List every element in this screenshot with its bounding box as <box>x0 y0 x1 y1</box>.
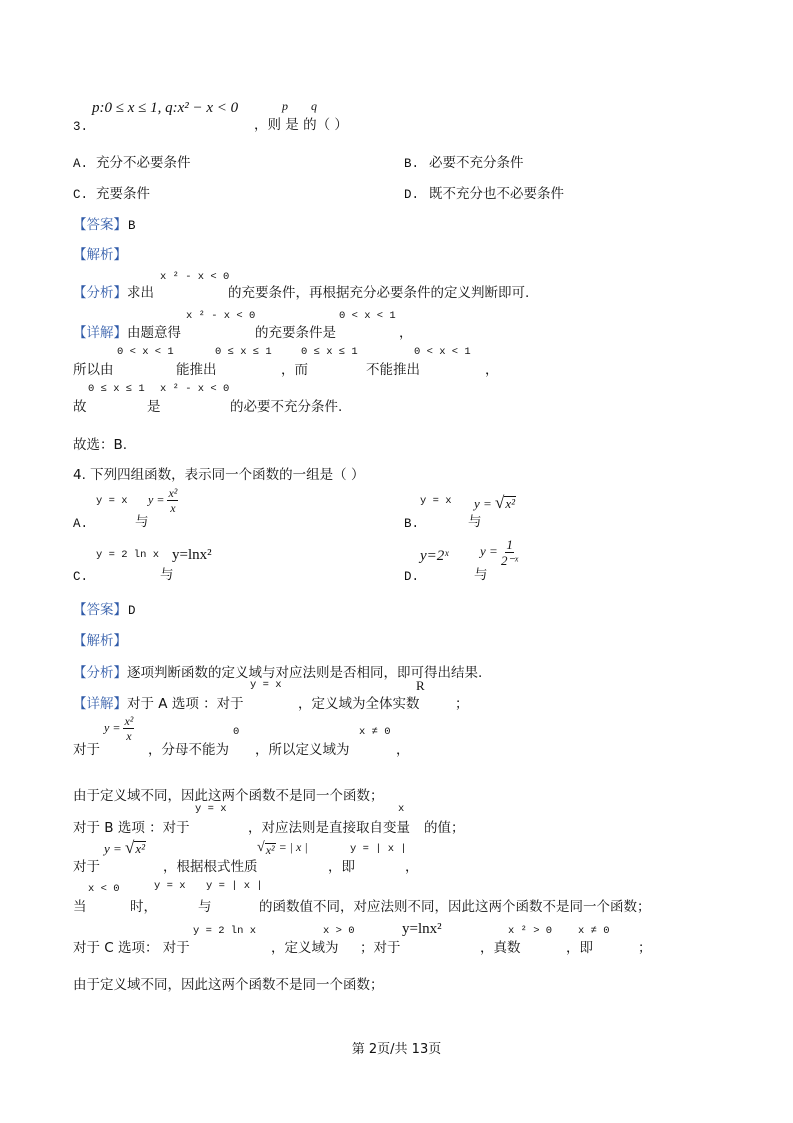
q3-xj2-a: 所以由 <box>73 362 114 378</box>
q4-fenxi-tag: 【分析】 <box>73 665 127 681</box>
q4-option-c-key: C. <box>73 570 89 584</box>
q4-b1-math-x: x <box>398 803 405 815</box>
q4-a2-math-yfrac: y = $\frac{\text{x²}}{x}$ <box>104 714 134 743</box>
q3-option-c-key: C. <box>73 188 89 202</box>
q4-answer-tag: 【答案】 <box>73 602 127 618</box>
q4-a1-a: 对于 A 选项 ：对于 <box>127 696 244 712</box>
q3-option-d-text: 既不充分也不必要条件 <box>429 186 564 202</box>
q4-d-math-y2x: y=2ˣ <box>420 548 449 564</box>
q3-option-c-text: 充要条件 <box>96 186 150 202</box>
q4-b3-math-xlt0: x < 0 <box>88 883 120 895</box>
q4-b2-math-yabsx: y = | x | <box>350 843 407 855</box>
q4-a3: 由于定义域不同，因此这两个函数不是同一个函数； <box>73 788 384 804</box>
q3-math-0x1-b: 0 < x < 1 <box>117 346 174 358</box>
q4-c1-math-x2gt0: x ² > 0 <box>508 925 553 937</box>
q4-c1-e: ，即 <box>566 940 593 956</box>
q4-d-frac-den: 2⁻ˣ <box>501 553 519 568</box>
q3-fenxi-a: 求出 <box>127 285 154 301</box>
q3-q-symbol: q <box>311 99 317 113</box>
q4-a-frac-num: x² <box>168 486 178 500</box>
q3-math-0x1-a: 0 < x < 1 <box>339 310 396 322</box>
q3-math-0lex1-c: 0 ≤ x ≤ 1 <box>88 383 145 395</box>
q4-b2-c: ，即 <box>328 859 355 875</box>
q3-xj1-c: ， <box>399 325 413 341</box>
q4-fenxi: 逐项判断函数的定义域与对应法则是否相同，即可得出结果. <box>127 665 483 681</box>
q4-stem: 4. 下列四组函数，表示同一个函数的一组是（ ） <box>73 467 365 483</box>
q3-xj1-b: 的充要条件是 <box>255 325 336 341</box>
q4-answer: D <box>128 604 136 618</box>
q4-a2-a: 对于 <box>73 742 100 758</box>
q4-c1-c: ；对于 <box>360 940 401 956</box>
q4-b-math-yx: y = x <box>420 495 452 507</box>
q3-xj3-b: 是 <box>147 399 161 415</box>
q3-fenxi-tag: 【分析】 <box>73 285 127 301</box>
q4-xiangjie-tag: 【详解】 <box>73 696 127 712</box>
q4-b2-a: 对于 <box>73 859 100 875</box>
q3-math-xsq-1: x ² - x < 0 <box>160 271 230 283</box>
q4-b2-d: ， <box>405 859 419 875</box>
q4-a-math-yfrac: y = $\frac{\text{x²}}{x}$ <box>148 486 178 515</box>
q3-fenxi-b: 的充要条件，再根据充分必要条件的定义判断即可. <box>228 285 530 301</box>
q3-condition-formula: p:0 ≤ x ≤ 1, q:x² − x < 0 <box>92 100 239 116</box>
q4-c-yu: 与 <box>160 567 174 583</box>
q3-xiangjie-tag: 【详解】 <box>73 325 127 341</box>
q4-c2: 由于定义域不同，因此这两个函数不是同一个函数； <box>73 977 384 993</box>
q3-math-0lex1-b: 0 ≤ x ≤ 1 <box>301 346 358 358</box>
q4-option-a-key: A. <box>73 517 89 531</box>
q3-analysis-tag: 【解析】 <box>73 247 127 263</box>
q4-b3-b: 时， <box>130 899 157 915</box>
q3-answer: B <box>128 219 136 233</box>
q4-a1-math-R: R <box>416 678 425 693</box>
q4-b3-d: 的函数值不同，对应法则不同，因此这两个函数不是同一个函数； <box>259 899 651 915</box>
q4-c1-f: ； <box>638 940 652 956</box>
q4-b1-c: 的值； <box>424 820 465 836</box>
q4-a2-b: ，分母不能为 <box>148 742 229 758</box>
q4-b3-a: 当 <box>73 899 87 915</box>
q4-a-frac-den: x <box>170 501 176 515</box>
q4-a1-math-yx: y = x <box>250 679 282 691</box>
q4-c-math-y2lnx: y = 2 ln x <box>96 549 160 561</box>
q4-b2-b: ，根据根式性质 <box>163 859 258 875</box>
q3-math-0lex1-a: 0 ≤ x ≤ 1 <box>215 346 272 358</box>
q3-xj2-c: ，而 <box>281 362 308 378</box>
q3-xj2-e: ， <box>485 362 499 378</box>
q4-c1-d: ，真数 <box>480 940 521 956</box>
q4-d-yu: 与 <box>474 567 488 583</box>
q4-d-math-yrecip: y = $\frac{1}{\text{2⁻ˣ}}$ <box>480 537 519 568</box>
q4-b3-math-yx: y = x <box>154 880 186 892</box>
q4-a1-b: ，定义域为全体实数 <box>298 696 420 712</box>
q4-b1-math-yx: y = x <box>195 803 227 815</box>
q3-option-a-text: 充分不必要条件 <box>96 155 191 171</box>
page-footer: 第 2页/共 13页 <box>351 1042 442 1057</box>
q4-a2-math-0: 0 <box>233 726 240 738</box>
q3-answer-tag: 【答案】 <box>73 217 127 233</box>
q3-xj2-b: 能推出 <box>176 362 217 378</box>
q4-a2-c: ，所以定义域为 <box>255 742 350 758</box>
q3-stem: ，则 是 的（ ） <box>254 117 348 133</box>
q3-option-a-key: A. <box>73 157 89 171</box>
q4-option-d-key: D. <box>404 570 420 584</box>
q4-c1-math-xgt0: x > 0 <box>323 925 355 937</box>
q4-b-math-ysqrt: y = √ x² <box>474 493 516 512</box>
q4-c1-math-ylnx2: y=lnx² <box>402 921 442 937</box>
q4-b2-math-sqrtx2: √ x² = | x | <box>257 840 308 857</box>
q4-d-frac-num: 1 <box>506 537 513 552</box>
q4-b-sqrt-icon: √ <box>495 493 505 512</box>
q4-c1-math-y2lnx: y = 2 ln x <box>193 925 257 937</box>
q3-conclusion: 故选：B. <box>73 437 128 453</box>
q3-p-symbol: p <box>282 99 288 113</box>
q3-xj3-c: 的必要不充分条件. <box>230 399 343 415</box>
q3-xj3-a: 故 <box>73 399 87 415</box>
q4-analysis-tag: 【解析】 <box>73 633 127 649</box>
q4-c-math-ylnx2: y=lnx² <box>172 547 212 563</box>
q4-b2-math-ysqrt: y = √ x² <box>104 838 146 857</box>
q3-option-b-text: 必要不充分条件 <box>429 155 524 171</box>
q4-a2-math-xne0: x ≠ 0 <box>359 726 391 738</box>
q3-number: 3. <box>73 120 89 134</box>
q3-math-xsq-2: x ² - x < 0 <box>186 310 256 322</box>
q4-b1-a: 对于 B 选项 ：对于 <box>73 820 190 836</box>
q4-a2-d: ， <box>396 742 410 758</box>
q4-b-yu: 与 <box>468 514 482 530</box>
q4-c1-b: ，定义域为 <box>271 940 339 956</box>
q4-option-b-key: B. <box>404 517 420 531</box>
q4-a-yu: 与 <box>135 514 149 530</box>
q4-a1-c: ； <box>455 696 469 712</box>
q4-b3-math-yabsx: y = | x | <box>206 880 263 892</box>
q3-xj2-d: 不能推出 <box>366 362 420 378</box>
q4-c1-a: 对于 C 选项： 对于 <box>73 940 190 956</box>
q3-math-xsq-3: x ² - x < 0 <box>160 383 230 395</box>
q3-option-d-key: D. <box>404 188 420 202</box>
q3-math-0x1-c: 0 < x < 1 <box>414 346 471 358</box>
q3-xj1-a: 由题意得 <box>127 325 181 341</box>
q4-a-math-yx: y = x <box>96 495 128 507</box>
q4-b1-b: ，对应法则是直接取自变量 <box>248 820 410 836</box>
q4-b3-c: 与 <box>198 899 212 915</box>
q4-c1-math-xne0: x ≠ 0 <box>578 925 610 937</box>
q3-option-b-key: B. <box>404 157 420 171</box>
